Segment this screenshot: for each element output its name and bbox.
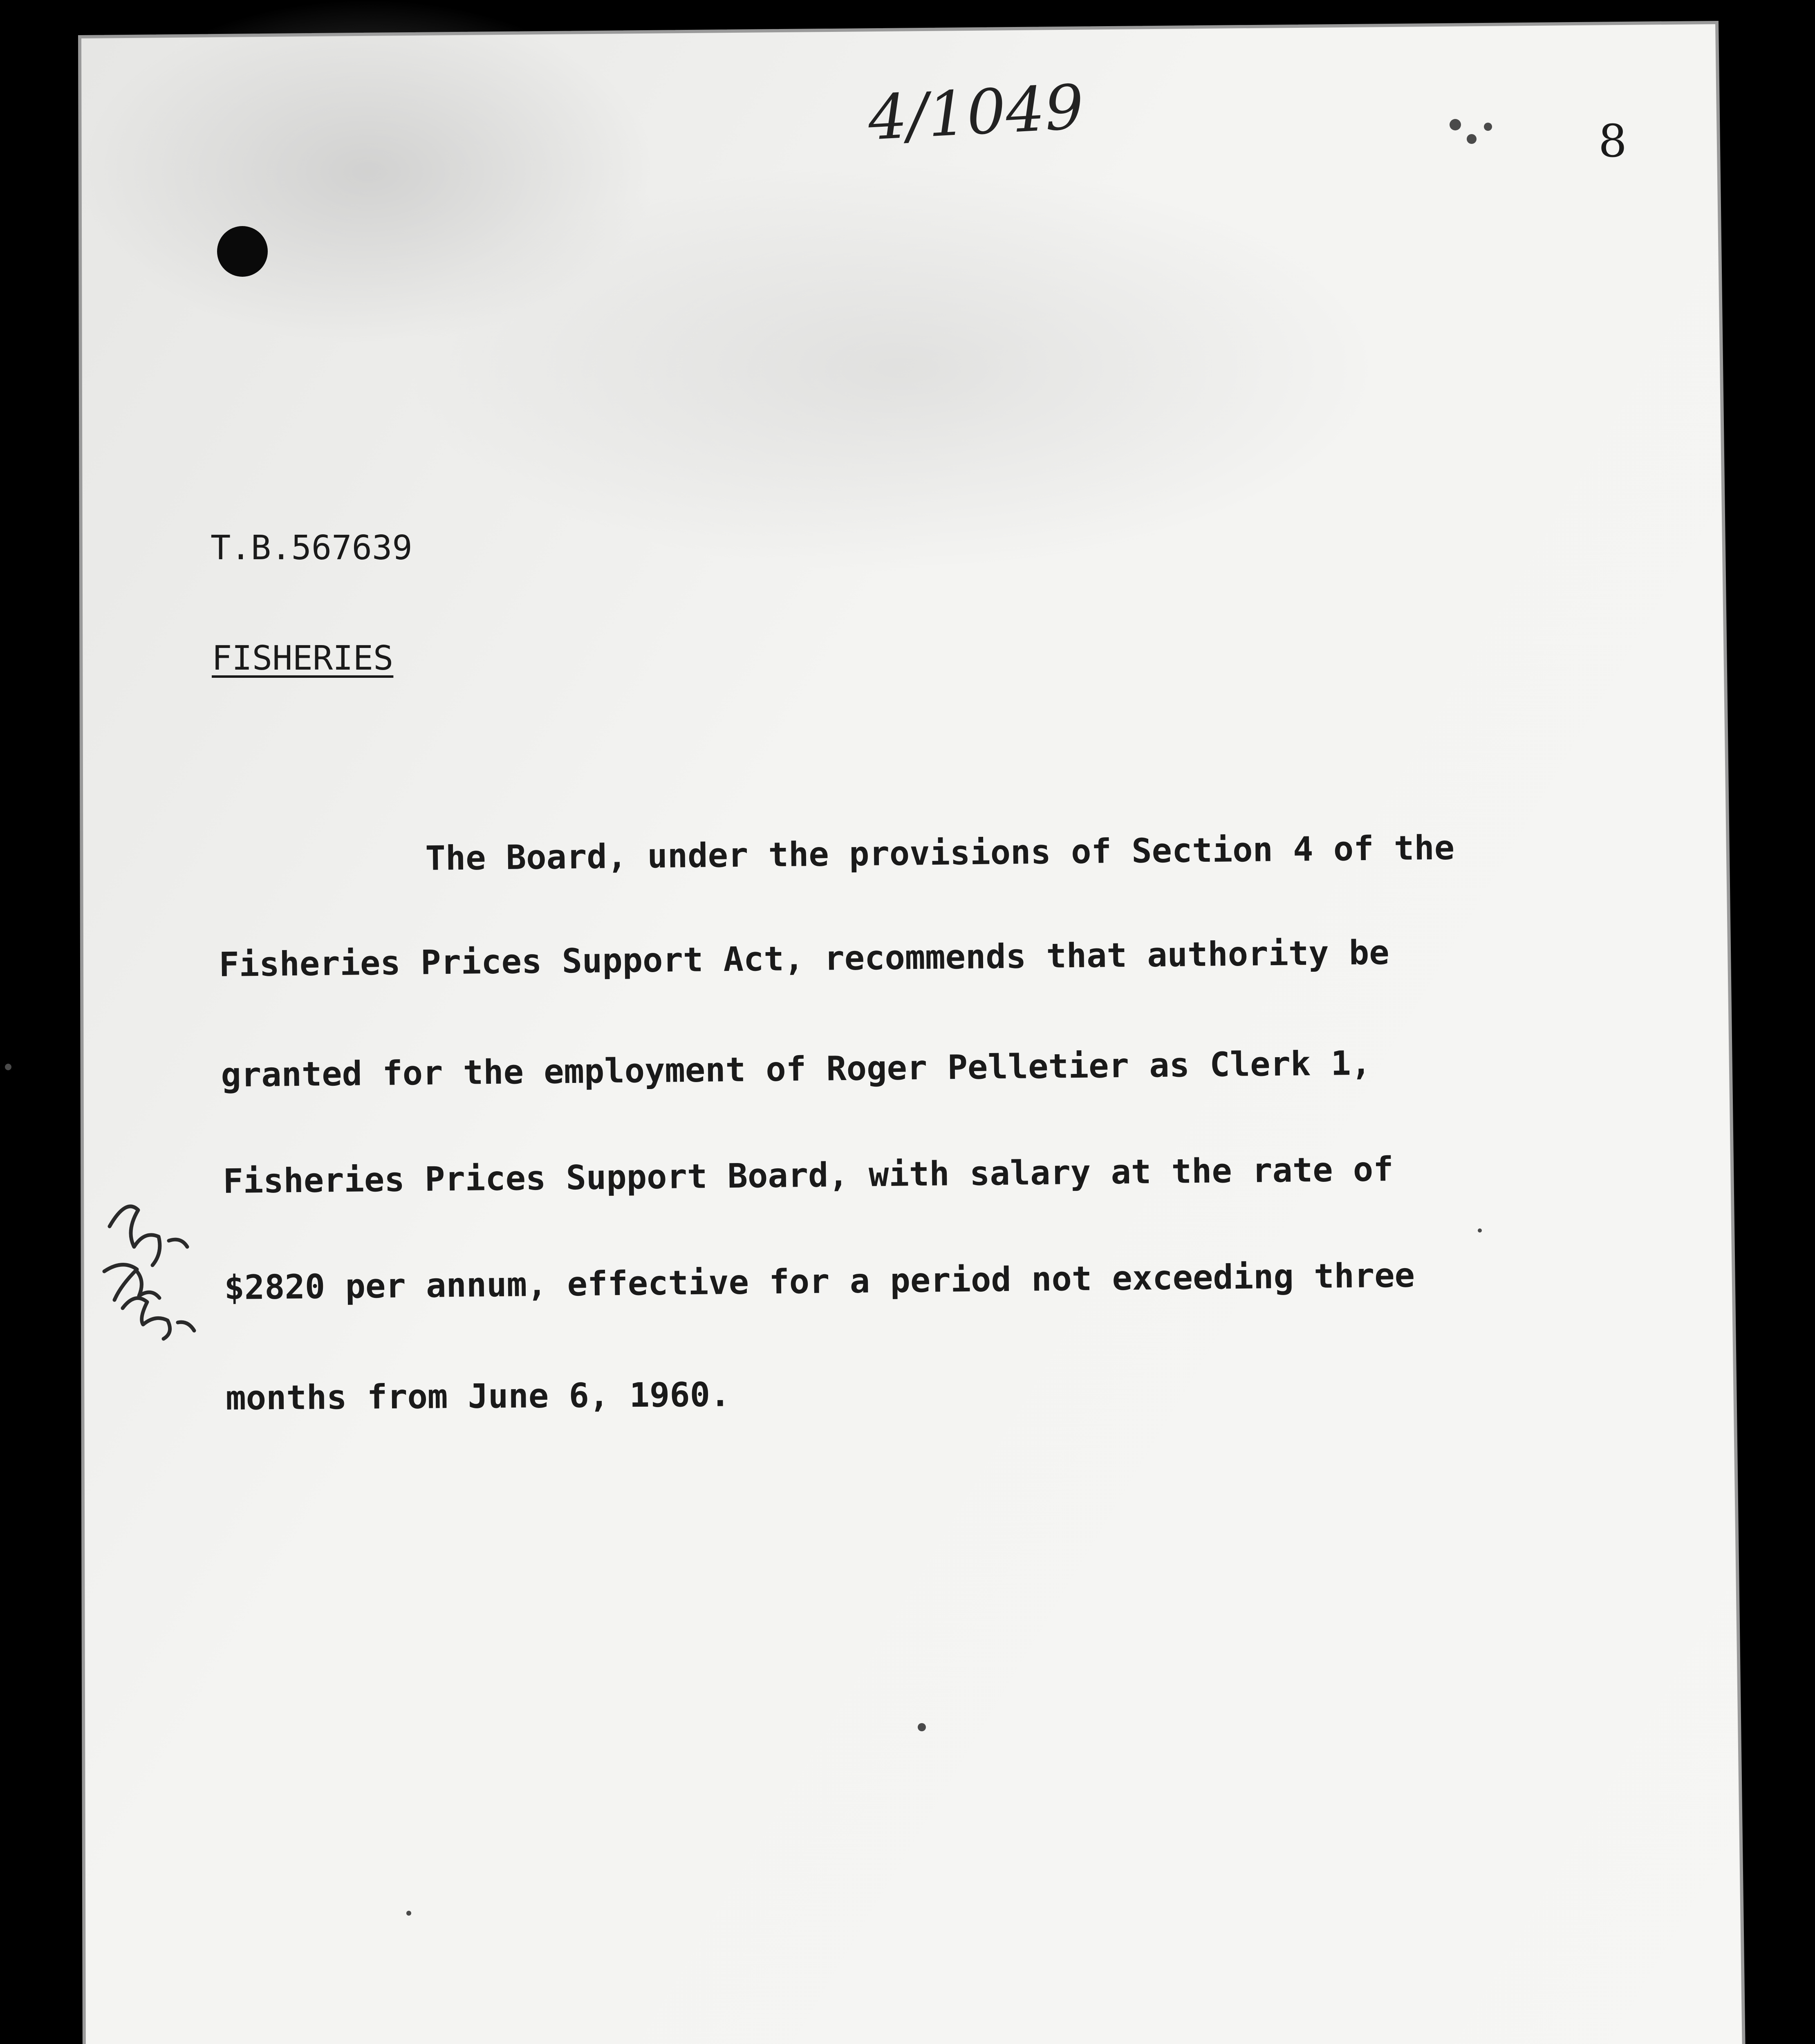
reference-number: T.B.567639: [211, 529, 412, 567]
punch-hole: [217, 226, 268, 277]
body-line: Fisheries Prices Support Board, with salary at the rate of: [222, 1150, 1394, 1201]
body-line: months from June 6, 1960.: [225, 1375, 730, 1418]
handwritten-file-number: 4/1049: [866, 72, 1086, 154]
body-line: $2820 per annum, effective for a period not exceeding three: [224, 1256, 1415, 1307]
paper-smudge-top-mid: [409, 164, 1390, 572]
body-line: granted for the employment of Roger Pelletier as Clerk 1,: [220, 1044, 1371, 1095]
page-number: 8: [1598, 115, 1627, 167]
body-line: The Board, under the provisions of Section 4 of the: [425, 828, 1455, 878]
body-line: Fisheries Prices Support Act, recommends that authority be: [218, 933, 1390, 984]
section-heading: FISHERIES: [212, 639, 394, 678]
